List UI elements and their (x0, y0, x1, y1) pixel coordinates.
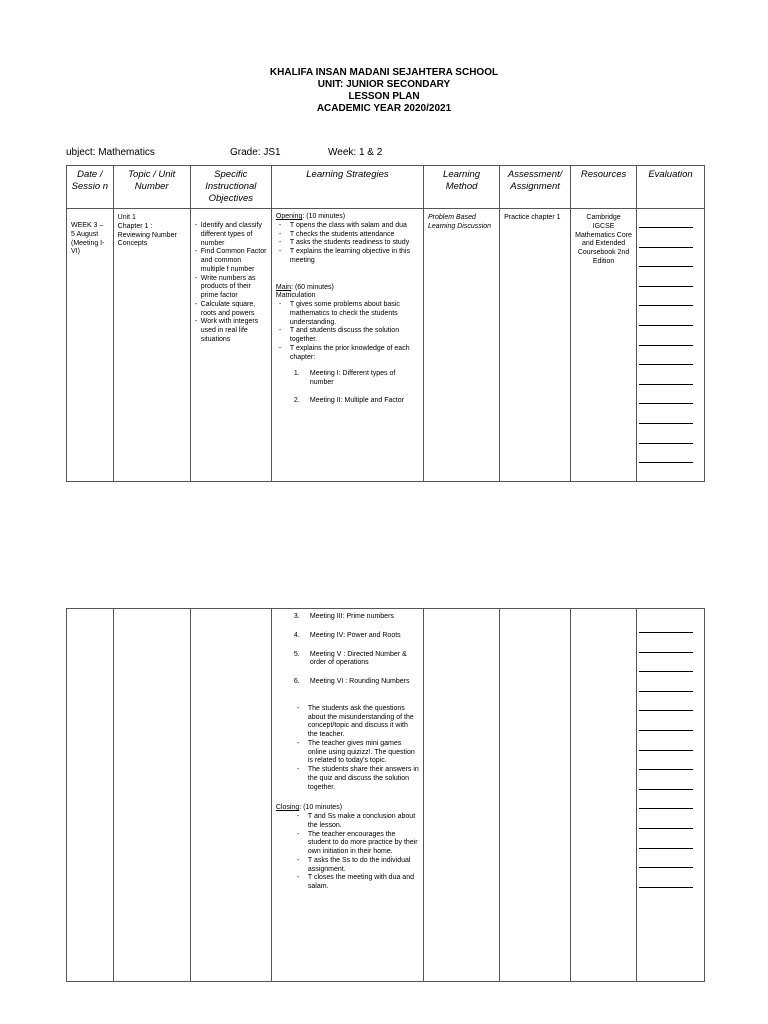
evaluation-line (639, 383, 693, 385)
meeting-item (293, 613, 419, 622)
resources-cell: Cambridge IGCSE Mathematics Core and Extended Coursebook 2nd Edition (571, 209, 637, 482)
opening-item: - T asks the students readiness to study (290, 239, 419, 248)
topic-cell (113, 609, 190, 982)
closing-title: Closing (275, 804, 300, 812)
closing-item: - T and Ss make a conclusion about the lesson. (308, 813, 419, 831)
evaluation-line (639, 363, 693, 365)
column-header-strategies: Learning Strategies (271, 166, 423, 209)
assessment-cell: Practice chapter 1 (500, 209, 571, 482)
evaluation-line (639, 651, 693, 653)
closing-time: : (10 minutes) (299, 804, 343, 812)
meeting-text: Meeting VI : Rounding Numbers (309, 678, 410, 685)
evaluation-line (639, 709, 693, 711)
topic-cell (113, 209, 190, 482)
evaluation-cell (637, 209, 705, 482)
evaluation-line (639, 729, 693, 731)
meeting-text: Meeting V : Directed Number & order of operations (309, 650, 407, 667)
opening-item: - T opens the class with salam and dua (290, 222, 419, 231)
evaluation-line (639, 324, 693, 326)
objective-item: - Work with integers used in real life situations (201, 318, 267, 344)
meeting-number: 6. (293, 678, 300, 685)
evaluation-cell (637, 609, 705, 982)
activity-item: - The students share their answers in the quiz and discuss the solution together. (308, 766, 419, 792)
evaluation-lines (637, 609, 704, 888)
objective-item: - Calculate square, roots and powers (201, 301, 267, 319)
objective-item: - Identify and classify different types of number (201, 222, 267, 248)
evaluation-line (639, 690, 693, 692)
school-name: KHALIFA INSAN MADANI SEJAHTERA SCHOOL (269, 67, 499, 78)
closing-item: - T closes the meeting with dua and salam. (308, 874, 419, 892)
meeting-item (293, 370, 419, 388)
table-row (67, 209, 705, 482)
strategies-cell (271, 609, 423, 982)
academic-year: ACADEMIC YEAR 2020/2021 (316, 103, 452, 114)
resources-cell (571, 609, 637, 982)
evaluation-lines (637, 209, 704, 463)
lesson-plan-table-2 (66, 608, 705, 982)
unit-number: Unit 1 (117, 214, 136, 221)
subject-label: ubject: Mathematics (66, 147, 155, 158)
meeting-number: 1. (293, 370, 300, 378)
evaluation-line (639, 866, 693, 868)
main-item: - T explains the prior knowledge of each chapter: (290, 345, 419, 363)
evaluation-line (639, 886, 693, 888)
evaluation-line (639, 827, 693, 829)
objective-item: - Find Common Factor and common multiple f number (201, 248, 267, 274)
opening-item: - T checks the students attendance (290, 231, 419, 240)
column-header-date: Date / Sessio n (67, 166, 114, 209)
column-header-evaluation: Evaluation (637, 166, 705, 209)
opening-item: - T explains the learning objective in this meeting (290, 248, 419, 266)
evaluation-line (639, 285, 693, 287)
table-header-row (67, 166, 705, 209)
assessment-cell (500, 609, 571, 982)
unit-name: UNIT: JUNIOR SECONDARY (317, 79, 451, 90)
meeting-number: 4. (293, 631, 300, 639)
table-row (67, 609, 705, 982)
meeting-text: Meeting I: Different types of number (309, 370, 396, 386)
document-header (0, 67, 768, 115)
meeting-number: 2. (293, 396, 300, 404)
meeting-item (293, 678, 419, 687)
evaluation-line (639, 226, 693, 228)
evaluation-line (639, 847, 693, 849)
chapter-title: Chapter 1 : Reviewing Number Concepts (117, 222, 177, 248)
meeting-text: Meeting III: Prime numbers (309, 613, 394, 620)
evaluation-line (639, 807, 693, 809)
activity-item: - The students ask the questions about the misunderstanding of the concept/topic and discuss it with the teacher. (308, 705, 419, 740)
column-header-topic: Topic / Unit Number (113, 166, 190, 209)
evaluation-line (639, 265, 693, 267)
week-label: Week: 1 & 2 (328, 147, 383, 158)
closing-item: - T asks the Ss to do the individual assignment. (308, 857, 419, 875)
meeting-number: 5. (293, 650, 300, 658)
column-header-objectives: Specific Instructional Objectives (190, 166, 271, 209)
closing-heading (276, 804, 419, 813)
lesson-plan-table-1 (66, 165, 705, 482)
main-title: Main (275, 283, 292, 291)
column-header-assessment: Assessment/ Assignment (500, 166, 571, 209)
evaluation-line (639, 246, 693, 248)
matriculation-label: Matriculation (275, 292, 316, 300)
activity-item: - The teacher gives mini games online using quizizz!. The question is related to today's topic. (308, 740, 419, 766)
meeting-item (293, 396, 419, 406)
main-item: - T gives some problems about basic mathematics to check the students understanding. (290, 301, 419, 327)
evaluation-line (639, 788, 693, 790)
opening-title: Opening (275, 213, 303, 220)
objective-item: - Write numbers as products of their prime factor (201, 275, 267, 301)
main-heading (276, 284, 419, 293)
document-type: LESSON PLAN (348, 91, 420, 102)
evaluation-line (639, 461, 693, 463)
meeting-item (293, 631, 419, 641)
evaluation-line (639, 422, 693, 424)
meeting-text: Meeting II: Multiple and Factor (309, 396, 405, 404)
column-header-resources: Resources (571, 166, 637, 209)
method-cell (424, 609, 500, 982)
evaluation-line (639, 631, 693, 633)
method-cell: Problem Based Learning Discussion (424, 209, 500, 482)
date-cell: WEEK 3 – 5 August (Meeting I-VI) (67, 209, 114, 482)
opening-heading (276, 213, 419, 222)
evaluation-line (639, 670, 693, 672)
objectives-cell (190, 609, 271, 982)
strategies-cell (271, 209, 423, 482)
meeting-number: 3. (293, 613, 300, 620)
evaluation-line (639, 402, 693, 404)
evaluation-line (639, 768, 693, 770)
evaluation-line (639, 442, 693, 444)
meeting-text: Meeting IV: Power and Roots (309, 631, 401, 639)
closing-item: - The teacher encourages the student to do more practice by their own initiation in their home. (308, 831, 419, 857)
grade-label: Grade: JS1 (230, 147, 281, 158)
main-time: : (60 minutes) (291, 283, 334, 291)
objectives-cell (190, 209, 271, 482)
evaluation-line (639, 304, 693, 306)
opening-time: : (10 minutes) (302, 213, 346, 220)
meeting-item (293, 650, 419, 669)
evaluation-line (639, 344, 693, 346)
main-item: - T and students discuss the solution together. (290, 327, 419, 345)
date-cell (67, 609, 114, 982)
column-header-method: Learning Method (424, 166, 500, 209)
evaluation-line (639, 749, 693, 751)
